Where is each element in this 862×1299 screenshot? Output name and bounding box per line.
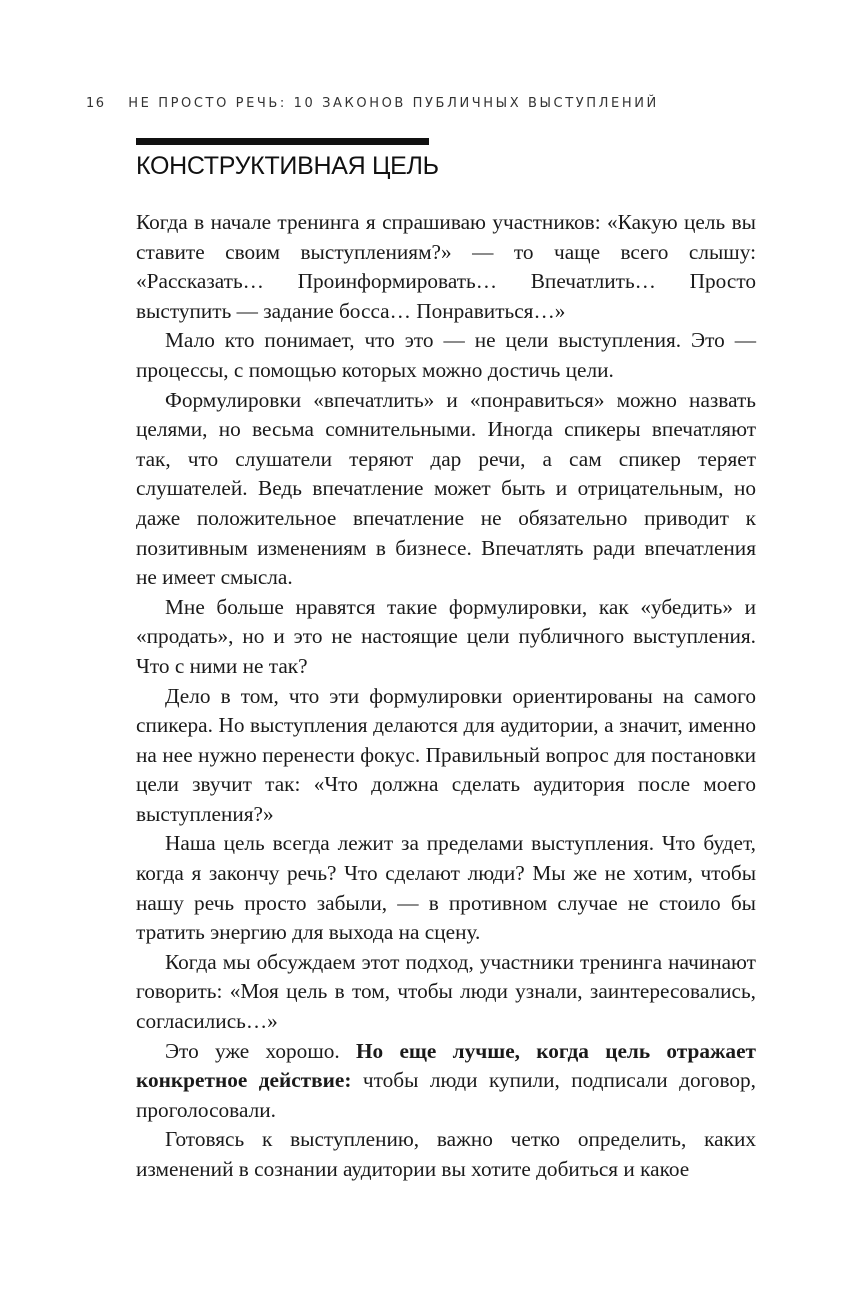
paragraph: Мне больше нравятся такие формулировки, как «убедить» и «продать», но и это не настоящие цели публичного выступления. Что с ними не так? [136, 594, 756, 678]
page-number: 16 [86, 96, 106, 111]
body-text [136, 208, 756, 1185]
paragraph: Готовясь к выступлению, важно четко определить, каких изменений в сознании аудитории вы хотите добиться и какое [136, 1127, 756, 1181]
paragraph: Дело в том, что эти формулировки ориентированы на самого спикера. Но выступления делаются для аудитории, а значит, именно на нее нужно перенести фокус. Правильный вопрос для постановки цели звучит так: «Что должна сделать аудитория после моего выступления?» [136, 683, 756, 826]
paragraph-text: Это уже хорошо. [165, 1038, 356, 1063]
section-rule [136, 138, 429, 145]
section-title: КОНСТРУКТИВНАЯ ЦЕЛЬ [136, 152, 439, 180]
paragraph-text: чтобы люди купили, подписали договор, проголосовали. [136, 1068, 756, 1122]
paragraph: Формулировки «впечатлить» и «понравиться» можно назвать целями, но весьма сомнительными. Иногда спикеры впечатляют так, что слушатели теряют дар речи, а сам спикер теряет слушателей. Ведь впечатление может быть и отрицательным, но даже положительное впечатление не обязательно приводит к позитивным изменениям в бизнесе. Впечатлять ради впечатления не имеет смысла. [136, 387, 756, 590]
book-title: НЕ ПРОСТО РЕЧЬ: 10 ЗАКОНОВ ПУБЛИЧНЫХ ВЫСТУПЛЕНИЙ [128, 96, 659, 111]
paragraph: Когда в начале тренинга я спрашиваю участников: «Какую цель вы ставите своим выступлениям?» — то чаще всего слышу: «Рассказать… Проинформировать… Впечатлить… Просто выступить — задание босса… Понравиться…» [136, 210, 756, 323]
paragraph: Наша цель всегда лежит за пределами выступления. Что будет, когда я закончу речь? Что сделают люди? Мы же не хотим, чтобы нашу речь просто забыли, — в противном случае не стоило бы тратить энергию для выхода на сцену. [136, 831, 756, 945]
bold-emphasis: Но еще лучше, когда цель отражает конкретное действие: [136, 1038, 756, 1093]
paragraph: Мало кто понимает, что это — не цели выступления. Это — процессы, с помощью которых можно достичь цели. [136, 328, 756, 382]
paragraph [136, 1037, 756, 1126]
paragraph: Когда мы обсуждаем этот подход, участники тренинга начинают говорить: «Моя цель в том, чтобы люди узнали, заинтересовались, согласились…» [136, 949, 756, 1034]
running-head [86, 96, 659, 111]
